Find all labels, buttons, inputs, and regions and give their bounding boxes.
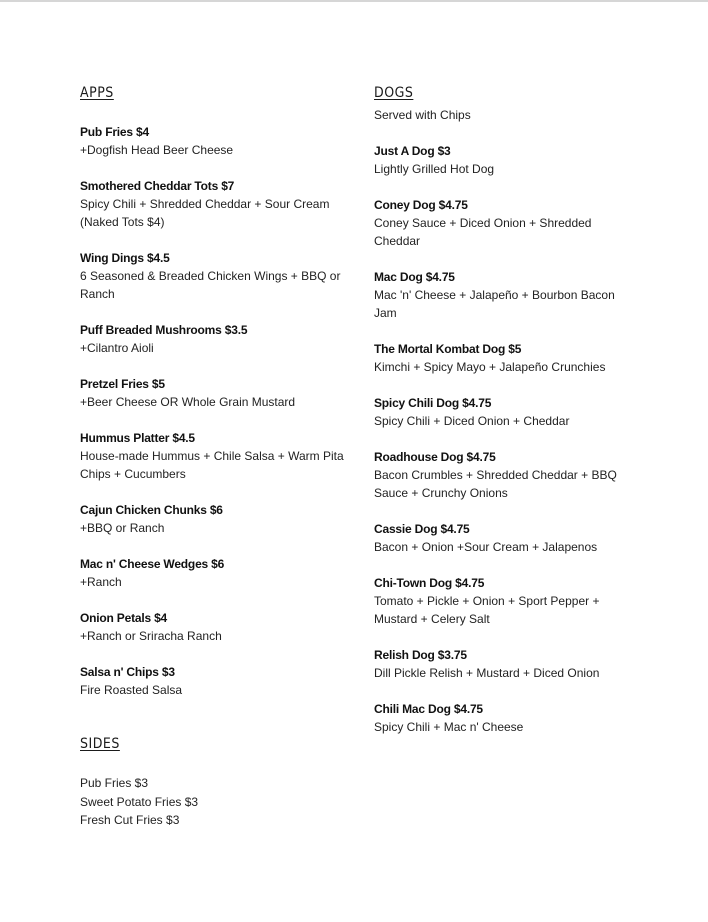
menu-item xyxy=(374,574,624,628)
item-name: Puff Breaded Mushrooms $3.5 xyxy=(80,323,248,337)
item-name: Mac Dog $4.75 xyxy=(374,270,455,284)
item-description: Dill Pickle Relish + Mustard + Diced Onion xyxy=(374,666,600,680)
item-description: +BBQ or Ranch xyxy=(80,521,165,535)
list-item: Sweet Potato Fries $3 xyxy=(80,794,199,809)
menu-item xyxy=(80,501,350,537)
item-description: Mac 'n' Cheese + Jalapeño + Bourbon Bacon Jam xyxy=(374,288,615,320)
list-item: Fresh Cut Fries $3 xyxy=(80,813,180,827)
item-description: Fire Roasted Salsa xyxy=(80,683,183,697)
item-name: Chili Mac Dog $4.75 xyxy=(374,702,483,716)
menu-item xyxy=(80,123,350,159)
item-name: Relish Dog $3.75 xyxy=(374,648,467,662)
item-description: Spicy Chili + Diced Onion + Cheddar xyxy=(374,414,570,428)
left-column xyxy=(80,84,350,830)
item-description: +Cilantro Aioli xyxy=(80,341,154,355)
item-name: Wing Dings $4.5 xyxy=(80,251,170,265)
item-name: Pretzel Fries $5 xyxy=(80,377,165,391)
menu-item xyxy=(374,700,624,736)
item-description: Bacon + Onion +Sour Cream + Jalapenos xyxy=(374,540,598,554)
item-name: Roadhouse Dog $4.75 xyxy=(374,450,496,464)
item-name: Coney Dog $4.75 xyxy=(374,198,468,212)
menu-item xyxy=(374,394,624,430)
menu-item xyxy=(80,321,350,357)
dogs-subtitle: Served with Chips xyxy=(374,108,471,122)
list-item: Pub Fries $3 xyxy=(80,776,149,790)
menu-item xyxy=(80,429,350,483)
right-column xyxy=(374,84,624,736)
item-name: The Mortal Kombat Dog $5 xyxy=(374,342,522,356)
menu-item xyxy=(80,177,350,231)
item-description: Spicy Chili + Shredded Cheddar + Sour Cream (Naked Tots $4) xyxy=(80,197,330,229)
menu-item xyxy=(374,268,624,322)
menu-item xyxy=(374,340,624,376)
item-name: Spicy Chili Dog $4.75 xyxy=(374,396,492,410)
menu-item xyxy=(374,196,624,250)
menu-item xyxy=(80,609,350,645)
apps-section-title: APPS xyxy=(80,85,114,101)
item-description: Kimchi + Spicy Mayo + Jalapeño Crunchies xyxy=(374,360,606,374)
item-description: +Beer Cheese OR Whole Grain Mustard xyxy=(80,395,296,409)
item-name: Chi-Town Dog $4.75 xyxy=(374,576,485,590)
sides-list xyxy=(80,774,350,830)
item-description: Coney Sauce + Diced Onion + Shredded Cheddar xyxy=(374,216,592,248)
sides-section-title: SIDES xyxy=(80,736,120,752)
item-name: Hummus Platter $4.5 xyxy=(80,431,195,445)
item-description: Bacon Crumbles + Shredded Cheddar + BBQ Sauce + Crunchy Onions xyxy=(374,468,617,500)
item-name: Just A Dog $3 xyxy=(374,144,451,158)
item-name: Salsa n' Chips $3 xyxy=(80,665,175,679)
menu-item xyxy=(374,448,624,502)
menu-item xyxy=(80,663,350,699)
item-name: Cassie Dog $4.75 xyxy=(374,522,470,536)
item-description: 6 Seasoned & Breaded Chicken Wings + BBQ or Ranch xyxy=(80,269,341,301)
item-name: Mac n' Cheese Wedges $6 xyxy=(80,557,225,571)
menu-item xyxy=(80,375,350,411)
menu-item xyxy=(374,142,624,178)
item-description: Spicy Chili + Mac n' Cheese xyxy=(374,720,524,734)
item-name: Onion Petals $4 xyxy=(80,611,168,625)
item-description: +Ranch or Sriracha Ranch xyxy=(80,629,222,643)
menu-item xyxy=(80,555,350,591)
menu-item xyxy=(374,520,624,556)
item-description: House-made Hummus + Chile Salsa + Warm Pita Chips + Cucumbers xyxy=(80,449,344,481)
menu-item xyxy=(374,646,624,682)
item-description: +Ranch xyxy=(80,575,122,589)
item-name: Pub Fries $4 xyxy=(80,125,149,139)
item-description: Tomato + Pickle + Onion + Sport Pepper + Mustard + Celery Salt xyxy=(374,594,600,626)
item-description: Lightly Grilled Hot Dog xyxy=(374,162,495,176)
item-name: Smothered Cheddar Tots $7 xyxy=(80,179,235,193)
item-description: +Dogfish Head Beer Cheese xyxy=(80,143,234,157)
item-name: Cajun Chicken Chunks $6 xyxy=(80,503,223,517)
dogs-section-title: DOGS xyxy=(374,85,414,101)
top-divider xyxy=(0,0,708,2)
menu-item xyxy=(80,249,350,303)
